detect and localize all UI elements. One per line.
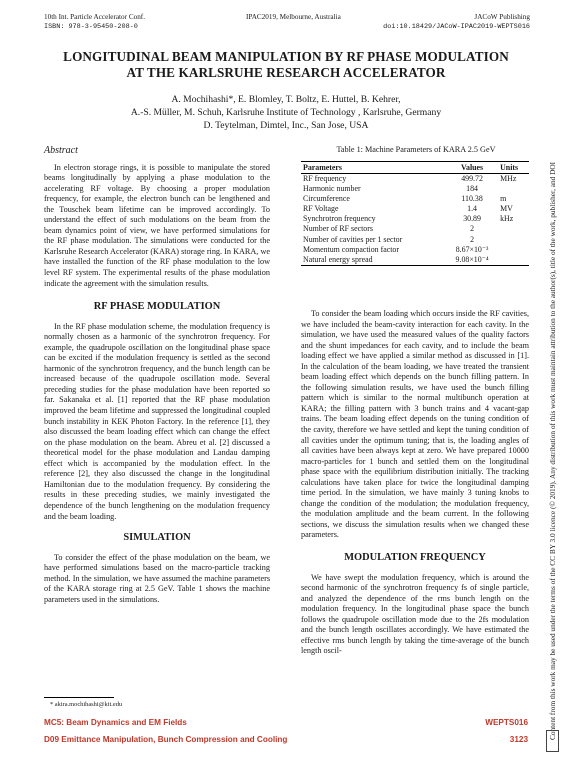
parameter-value-cell: 110.38 [461, 194, 483, 204]
parameter-unit-cell: MV [500, 204, 513, 214]
section-heading-modulation-frequency: MODULATION FREQUENCY [344, 552, 486, 564]
table-row [301, 184, 529, 194]
table-row [301, 255, 529, 266]
parameter-value-cell: 499.72 [461, 174, 483, 183]
footer-subtrack: D09 Emittance Manipulation, Bunch Compression and Cooling [44, 735, 288, 744]
table-body [301, 174, 529, 266]
table-row [301, 204, 529, 214]
parameter-value-cell: 2 [470, 234, 475, 244]
parameter-unit-cell [498, 235, 529, 245]
table-header: Values [446, 162, 498, 174]
parameter-unit-cell: m [500, 194, 507, 204]
table-header: Units [498, 162, 529, 174]
table-row [301, 174, 529, 185]
section-heading-rf-phase-modulation: RF PHASE MODULATION [93, 301, 221, 313]
table-row [301, 194, 529, 204]
title-line: LONGITUDINAL BEAM MANIPULATION BY RF PHASE MODULATION [63, 49, 509, 64]
author-line: A. Mochihashi*, E. Blomley, T. Boltz, E. Huttel, B. Kehrer, [171, 94, 401, 105]
table-row [301, 235, 529, 245]
footnote-email: * akira.mochihashi@kit.edu [50, 701, 123, 708]
table-caption: Table 1: Machine Parameters of KARA 2.5 GeV [336, 145, 496, 154]
parameter-name-cell: Harmonic number [303, 184, 361, 194]
section-heading-simulation: SIMULATION [123, 532, 191, 544]
author-block [40, 93, 532, 132]
simulation-text: To consider the effect of the phase modulation on the beam, we have performed simulations based on the macro-particle tracking method. In the simulation, we have assumed the machine parameters of the KARA storage ring at 2.5 GeV. Table 1 shows the machine parameters used in the simulations. [44, 552, 270, 604]
table-header-row [301, 162, 529, 174]
parameter-value-cell: 9.08×10⁻⁴ [446, 255, 498, 266]
title-line: AT THE KARLSRUHE RESEARCH ACCELERATOR [126, 65, 446, 80]
parameter-name-cell: Momentum compaction factor [303, 244, 399, 254]
author-line: D. Teytelman, Dimtel, Inc., San Jose, USA [203, 120, 369, 131]
table-header: Parameters [301, 162, 446, 174]
license-sidebar: Content from this work may be used under the terms of the CC BY 3.0 licence (© 2019). Any distribution of this work must maintain attribution to the author(s), title of the work, publisher, and DOI [548, 161, 557, 740]
parameter-name-cell: RF Voltage [303, 204, 339, 214]
parameter-name-cell: Synchrotron frequency [303, 214, 376, 224]
parameter-value-cell: 184 [466, 184, 478, 194]
header-conference: 10th Int. Particle Accelerator Conf. [44, 13, 145, 21]
parameter-name-cell: Number of RF sectors [303, 224, 373, 234]
footer-track: MC5: Beam Dynamics and EM Fields [44, 718, 187, 727]
rf-phase-modulation-text: In the RF phase modulation scheme, the modulation frequency is normally chosen as a harmonic of the synchrotron frequency. For example, the quadrupole oscillation on the longitudinal phase space can be excited if the modulation frequency is settled as the second harmonic of the synchrotron frequency, and the bunch length can be increased because of the quadrupole oscillation mode. Several preceding studies for the phase modulation have been reported so far. Sakanaka et al. [1] reported that the RF phase modulation improved the beam lifetime and suppressed the longitudinal coupled bunch instability in KEK Photon Factory. In the reference [1], they also discussed the beam loading effect which can change the effect on the phase modulation on the beam. Abreu et al. [2] discussed a theoretical model for the phase modulation and Landau damping effect which is accompanied by the modulation effect. In the reference [2], they also discussed the change in the longitudinal Hamiltonian due to the modulation frequency. By considering the results in these preceding studies, we mainly investigated the dependence of the bunch lengthening on the modulation frequency and the beam loading. [44, 321, 270, 521]
modulation-frequency-text: We have swept the modulation frequency, which is around the second harmonic of the synchrotron frequency fs of single particle, and analyzed the dependence of the rms bunch length on the modulation frequency. In the longitudinal phase space the bunch follows the quadrupole oscillation mode due to the 2fs modulation and the bunch length oscillates accordingly. We have estimated the effective rms bunch length by taking the time-average of the bunch length oscil- [301, 572, 529, 656]
header-isbn: ISBN: 978-3-95450-208-0 [44, 23, 138, 31]
table-row [301, 245, 529, 255]
parameter-name-cell: Number of cavities per 1 sector [303, 234, 403, 244]
left-column [44, 146, 270, 605]
parameter-unit-cell: MHz [500, 174, 517, 183]
header-location: IPAC2019, Melbourne, Australia [246, 13, 341, 21]
header-doi: doi:10.18429/JACoW-IPAC2019-WEPTS016 [383, 23, 530, 31]
parameter-value-cell: 8.67×10⁻³ [455, 244, 489, 254]
author-line: A.-S. Müller, M. Schuh, Karlsruhe Institute of Technology , Karlsruhe, Germany [130, 107, 442, 118]
parameter-value-cell: 30.89 [463, 214, 481, 224]
parameter-name-cell: Natural energy spread [301, 255, 446, 266]
footer-page-number: 3123 [509, 735, 528, 744]
parameter-unit-cell [498, 245, 529, 255]
table-row [301, 224, 529, 234]
right-column [301, 309, 529, 657]
parameter-unit-cell: kHz [500, 214, 514, 224]
parameter-table [301, 161, 529, 266]
parameter-unit-cell [498, 255, 529, 266]
footnote-rule [44, 697, 114, 698]
table-row [301, 214, 529, 224]
header-publisher: JACoW Publishing [474, 13, 530, 21]
paper-title [40, 49, 532, 81]
beam-loading-text: To consider the beam loading which occurs inside the RF cavities, we have included the beam-cavity interaction for each cavity. In the simulation, we have used the measured values of the quality factors and the shunt impedances for each cavity, and to include the beam loading effect we have applied a similar method as discussed in [1]. In the calculation of the beam loading, we have treated the transient beam loading effect which depends on the bunch filling pattern. In the following simulation results, we have used the bunch filling pattern which is similar to the normal multibunch operation at KARA; the filling pattern with 3 bunch trains and 4 vacant-gap trains. The beam loading effect depends on the tuning condition of the cavity, therefore we have settled and kept the tuning condition of all cavities under the optimum tuning; that is, the loading angles of all cavities have been always kept at zero. We have prepared 10000 macro-particles for 1 bunch and settled them on the longitudinal phase space with the equilibrium distribution initially. The tracking calculations have taken place for twice the longitudinal damping time period. In the simulation, we have mainly 3 tuning knobs to change the condition of the modulation; the modulation frequency, the modulation amplitude and the beam current. In the following sections, we discuss the simulation results when we changed these parameters. [301, 309, 529, 540]
cc-license-logo [546, 730, 559, 752]
abstract-heading: Abstract [44, 145, 78, 156]
abstract-text: In electron storage rings, it is possible to manipulate the stored beams longitudinally by applying a phase modulation to the accelerating RF voltage. By choosing a proper modulation frequency, for example, the electron bunch can be lengthened and the Touschek beam lifetime can be improved accordingly. To understand the effect of such modulations on the beam from the beam dynamics point of view, we have performed simulations for the RF phase modulation. The simulations were conducted for the Karlsruhe Research Accelerator (KARA) storage ring. In KARA, we have installed the function of the RF phase modulation to the low level RF system. The experimental results of the phase modulation indicate the agreement with the simulation results. [44, 162, 270, 288]
footer-paper-id: WEPTS016 [485, 718, 528, 727]
parameter-name-cell: RF frequency [303, 174, 347, 183]
parameter-name-cell: Circumference [303, 194, 350, 204]
parameter-value-cell: 1.4 [467, 204, 477, 214]
parameter-unit-cell [498, 224, 529, 234]
parameter-value-cell: 2 [470, 224, 475, 234]
parameter-unit-cell [498, 184, 529, 194]
